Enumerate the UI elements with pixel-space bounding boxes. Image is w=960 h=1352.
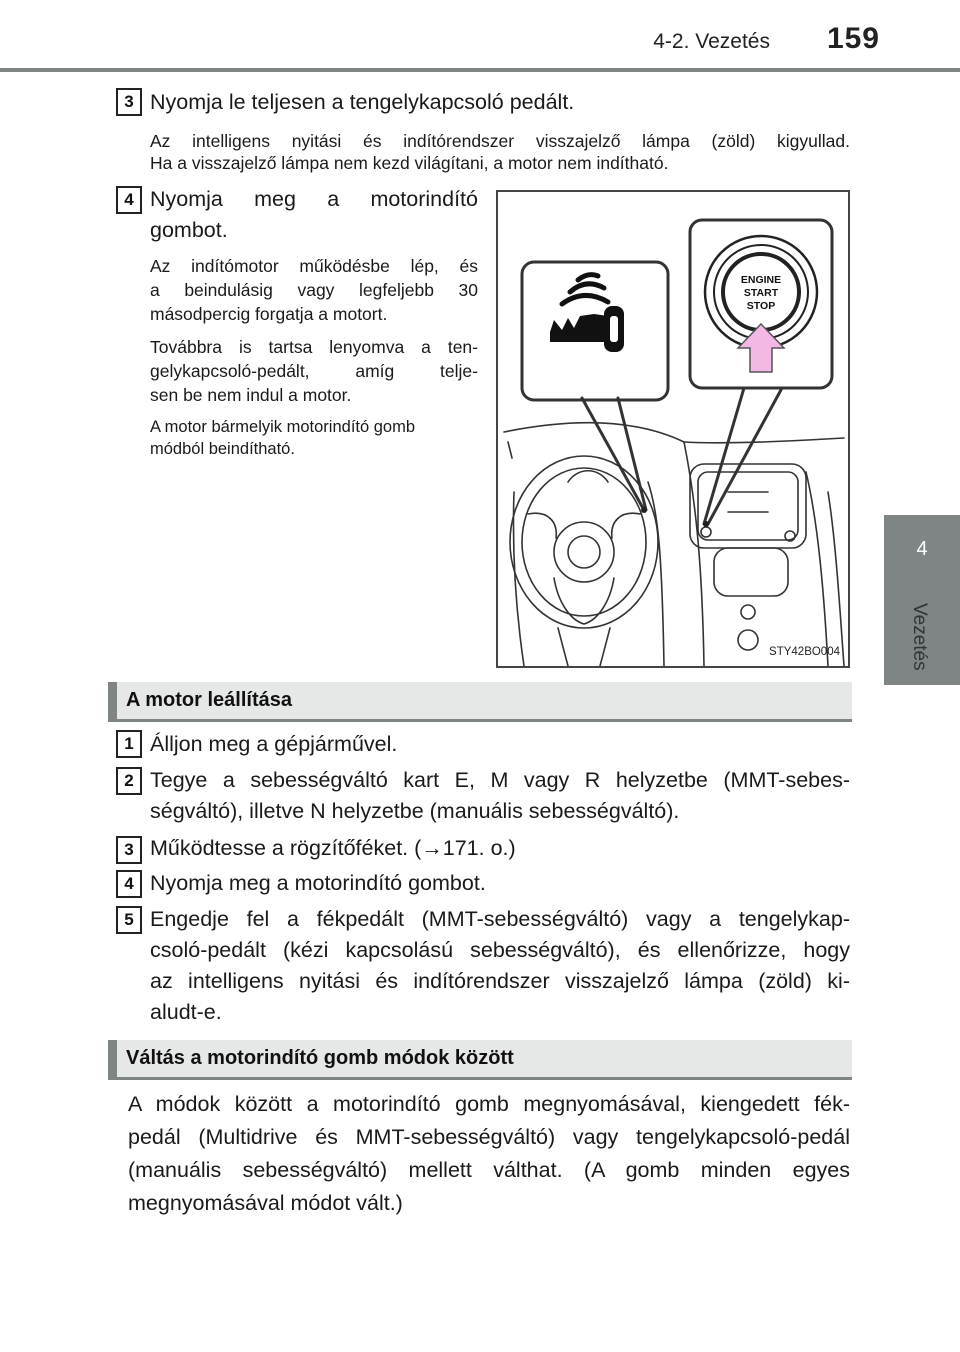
step-text: Nyomja le teljesen a tengelykapcsoló pedált. [150, 90, 575, 114]
step-text-line: Nyomja meg a motorindító [150, 187, 478, 211]
step-text-line: gombot. [150, 218, 228, 242]
step-text-line: Nyomja meg a motorindító gombot. [150, 871, 486, 895]
paragraph-line: pedál (Multidrive és MMT-sebességváltó) vagy tengelykapcsoló-pedál [128, 1125, 850, 1149]
button-label-line: STOP [746, 300, 776, 312]
key-signal-icon [550, 275, 624, 352]
step-number: 1 [116, 730, 142, 758]
note-line: A motor bármelyik motorindító gomb [150, 418, 416, 436]
step-number: 4 [116, 870, 142, 898]
section-heading: Váltás a motorindító gomb módok között [126, 1047, 514, 1069]
button-label-line: START [743, 287, 779, 299]
chapter-tab-label [896, 603, 936, 683]
figure-code: STY42BO004 [769, 646, 840, 658]
section-heading-bar [108, 682, 117, 722]
note-line: Az intelligens nyitási és indítórendszer visszajelző lámpa (zöld) kigyullad. [150, 131, 850, 151]
step-text-line: Működtesse a rögzítőféket. (→171. o.) [150, 836, 516, 860]
note-line: Továbbra is tartsa lenyomva a ten- [150, 337, 478, 357]
section-heading: A motor leállítása [126, 689, 292, 711]
step-number: 3 [116, 88, 142, 116]
step-text-line: aludt-e. [150, 1000, 222, 1024]
note-line: másodpercig forgatja a motort. [150, 304, 388, 324]
note-line: módból beindítható. [150, 440, 295, 458]
step-text-line: Tegye a sebességváltó kart E, M vagy R helyzetbe (MMT-sebes- [150, 768, 850, 792]
step-text-line: az intelligens nyitási és indítórendszer visszajelző lámpa (zöld) ki- [150, 969, 850, 993]
note-line: Ha a visszajelző lámpa nem kezd világítani, a motor nem indítható. [150, 153, 669, 173]
paragraph-line: megnyomásával módot vált.) [128, 1191, 403, 1215]
note-line: sen be nem indul a motor. [150, 385, 352, 405]
step-text-line: ségváltó), illetve N helyzetbe (manuális sebességváltó). [150, 799, 680, 823]
section-label: 4-2. Vezetés [653, 30, 770, 53]
step-number: 5 [116, 906, 142, 934]
step-text-line: Álljon meg a gépjárművel. [150, 732, 398, 756]
page-number: 159 [826, 22, 880, 55]
step-number: 2 [116, 767, 142, 795]
chapter-tab-number: 4 [916, 538, 928, 560]
header-rule [0, 68, 960, 72]
button-label-line: ENGINE [740, 274, 782, 286]
engine-start-illustration [496, 190, 850, 668]
section-heading-bar [108, 1040, 117, 1080]
note-line: a beindulásig vagy legfeljebb 30 [150, 280, 478, 300]
dashboard-drawing [498, 192, 848, 666]
step-number: 3 [116, 836, 142, 864]
step-text-line: Engedje fel a fékpedált (MMT-sebességváltó) vagy a tengelykap- [150, 907, 850, 931]
note-line: Az indítómotor működésbe lép, és [150, 256, 478, 276]
chapter-tab-label-text: Vezetés [909, 603, 930, 671]
step-text-line: csoló-pedált (kézi kapcsolású sebességváltó), és ellenőrizze, hogy [150, 938, 850, 962]
paragraph-line: (manuális sebességváltó) mellett válthat. (A gomb minden egyes [128, 1158, 850, 1182]
note-line: gelykapcsoló-pedált, amíg telje- [150, 361, 478, 381]
paragraph-line: A módok között a motorindító gomb megnyomásával, kiengedett fék- [128, 1092, 850, 1116]
step-number: 4 [116, 186, 142, 214]
